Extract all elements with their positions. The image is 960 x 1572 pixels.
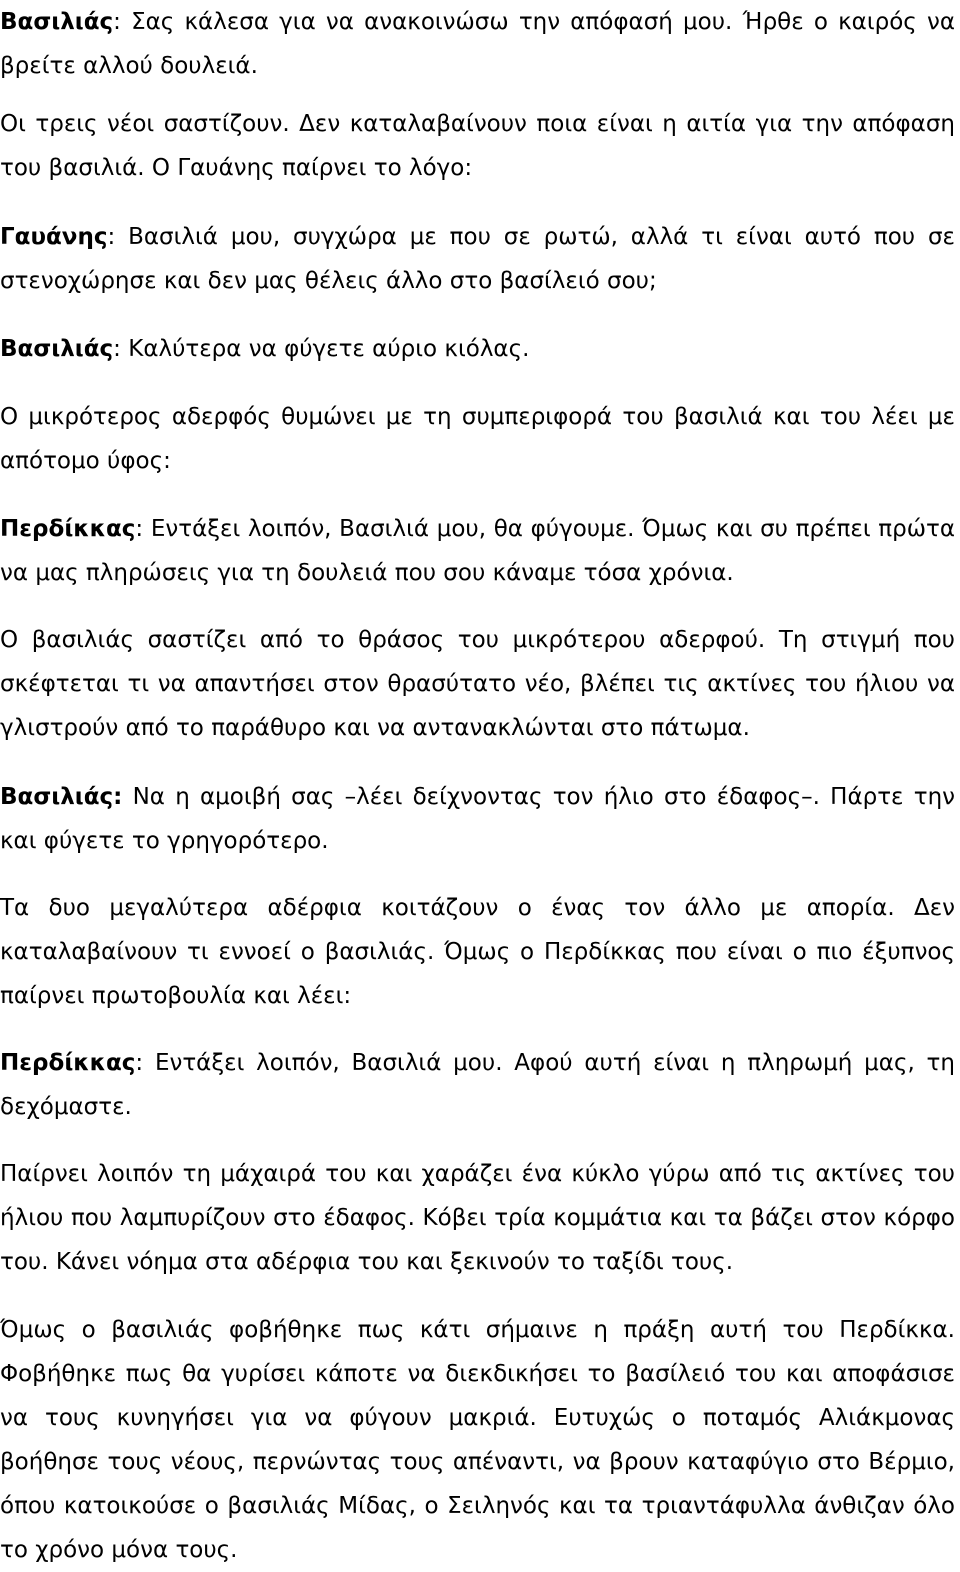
speaker-label: Περδίκκας <box>0 1050 136 1076</box>
paragraph-text: Όμως ο βασιλιάς φοβήθηκε πως κάτι σήμαινε η πράξη αυτή του Περδίκκα. Φοβήθηκε πως θα γυρίσει κάποτε να διεκδικήσει το βασίλειό του και αποφάσισε να τους κυνηγήσει για να φύγουν μακριά. Ευτυχώς ο ποταμός Αλιάκμονας βοήθησε τους νέους, περνώντας τους απέναντι, να βρουν καταφύγιο στο Βέρμιο, όπου κατοικούσε ο βασιλιάς Μίδας, ο Σειληνός και τα τριαντάφυλλα άνθιζαν όλο το χρόνο μόνα τους. <box>0 1317 955 1563</box>
paragraph-1 <box>0 0 955 88</box>
paragraph-5 <box>0 395 955 483</box>
paragraph-text: Τα δυο μεγαλύτερα αδέρφια κοιτάζουν ο ένας τον άλλο με απορία. Δεν καταλαβαίνουν τι εννοεί ο βασιλιάς. Όμως ο Περδίκκας που είναι ο πιο έξυπνος παίρνει πρωτοβουλία και λέει: <box>0 895 955 1009</box>
speaker-label: Βασιλιάς: <box>0 784 123 810</box>
paragraph-text: : Βασιλιά μου, συγχώρα με που σε ρωτώ, αλλά τι είναι αυτό που σε στενοχώρησε και δεν μας θέλεις άλλο στο βασίλειό σου; <box>0 224 955 294</box>
paragraph-10 <box>0 1041 955 1129</box>
paragraph-text: Οι τρεις νέοι σαστίζουν. Δεν καταλαβαίνουν ποια είναι η αιτία για την απόφαση του βασιλιά. Ο Γαυάνης παίρνει το λόγο: <box>0 111 955 181</box>
paragraph-text: : Σας κάλεσα για να ανακοινώσω την απόφασή μου. Ήρθε ο καιρός να βρείτε αλλού δουλειά. <box>0 9 955 79</box>
paragraph-text: : Εντάξει λοιπόν, Βασιλιά μου. Αφού αυτή είναι η πληρωμή μας, τη δεχόμαστε. <box>0 1050 955 1120</box>
paragraph-11 <box>0 1152 955 1284</box>
paragraph-text: Ο μικρότερος αδερφός θυμώνει με τη συμπεριφορά του βασιλιά και του λέει με απότομο ύφος: <box>0 404 955 474</box>
speaker-label: Γαυάνης <box>0 224 108 250</box>
paragraph-2 <box>0 102 955 190</box>
paragraph-8 <box>0 775 955 863</box>
paragraph-text: Παίρνει λοιπόν τη μάχαιρά του και χαράζει ένα κύκλο γύρω από τις ακτίνες του ήλιου που λαμπυρίζουν στο έδαφος. Κόβει τρία κομμάτια και τα βάζει στον κόρφο του. Κάνει νόημα στα αδέρφια του και ξεκινούν το ταξίδι τους. <box>0 1161 955 1275</box>
paragraph-4 <box>0 327 955 371</box>
paragraph-9 <box>0 886 955 1018</box>
paragraph-text: Να η αμοιβή σας –λέει δείχνοντας τον ήλιο στο έδαφος–. Πάρτε την και φύγετε το γρηγορότερο. <box>0 784 955 854</box>
speaker-label: Περδίκκας <box>0 516 136 542</box>
speaker-label: Βασιλιάς <box>0 9 114 35</box>
paragraph-7 <box>0 618 955 750</box>
paragraph-text: Ο βασιλιάς σαστίζει από το θράσος του μικρότερου αδερφού. Τη στιγμή που σκέφτεται τι να απαντήσει στον θρασύτατο νέο, βλέπει τις ακτίνες του ήλιου να γλιστρούν από το παράθυρο και να αντανακλώνται στο πάτωμα. <box>0 627 955 741</box>
speaker-label: Βασιλιάς <box>0 336 114 362</box>
paragraph-text: : Εντάξει λοιπόν, Βασιλιά μου, θα φύγουμε. Όμως και συ πρέπει πρώτα να μας πληρώσεις για τη δουλειά που σου κάναμε τόσα χρόνια. <box>0 516 955 586</box>
paragraph-3 <box>0 215 955 303</box>
paragraph-12 <box>0 1308 955 1572</box>
paragraph-text: : Καλύτερα να φύγετε αύριο κιόλας. <box>113 336 530 362</box>
paragraph-6 <box>0 507 955 595</box>
